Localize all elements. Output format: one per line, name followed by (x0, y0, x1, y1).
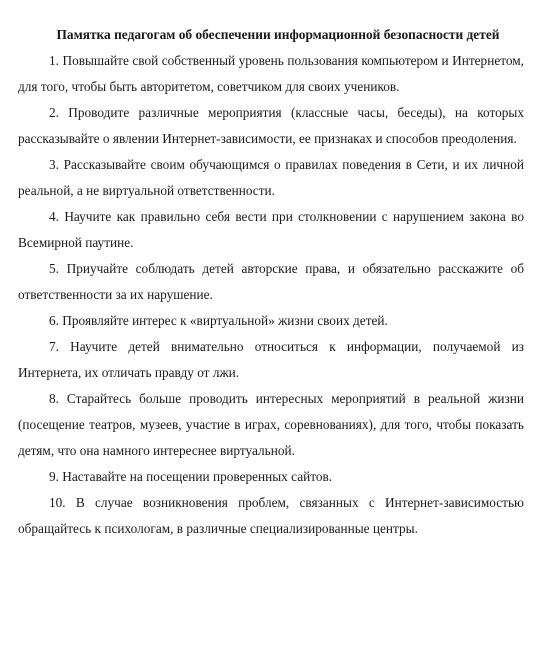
memo-item-4: 4. Научите как правильно себя вести при столкновении с нарушением закона во Всемирной паутине. (18, 209, 524, 250)
memo-item-10: 10. В случае возникновения проблем, связанных с Интернет-зависимостью обращайтесь к психологам, в различные специализированные центры. (18, 495, 524, 536)
memo-item-3: 3. Рассказывайте своим обучающимся о правилах поведения в Сети, и их личной реальной, а не виртуальной ответственности. (18, 157, 524, 198)
memo-item-7: 7. Научите детей внимательно относиться к информации, получаемой из Интернета, их отличать правду от лжи. (18, 339, 524, 380)
memo-item-8: 8. Старайтесь больше проводить интересных мероприятий в реальной жизни (посещение театров, музеев, участие в играх, соревнованиях), для того, чтобы показать детям, что она намного интереснее виртуальной. (18, 391, 524, 458)
memo-item-5: 5. Приучайте соблюдать детей авторские права, и обязательно расскажите об ответственности за их нарушение. (18, 261, 524, 302)
memo-item-1: 1. Повышайте свой собственный уровень пользования компьютером и Интернетом, для того, чтобы быть авторитетом, советчиком для своих учеников. (18, 53, 524, 94)
memo-item-9: 9. Наставайте на посещении проверенных сайтов. (49, 469, 333, 484)
document-title: Памятка педагогам об обеспечении информационной безопасности детей (56, 27, 500, 42)
memo-item-6: 6. Проявляйте интерес к «виртуальной» жизни своих детей. (49, 313, 388, 328)
memo-item-2: 2. Проводите различные мероприятия (классные часы, беседы), на которых рассказывайте о явлении Интернет-зависимости, ее признаках и способов преодоления. (18, 105, 524, 146)
